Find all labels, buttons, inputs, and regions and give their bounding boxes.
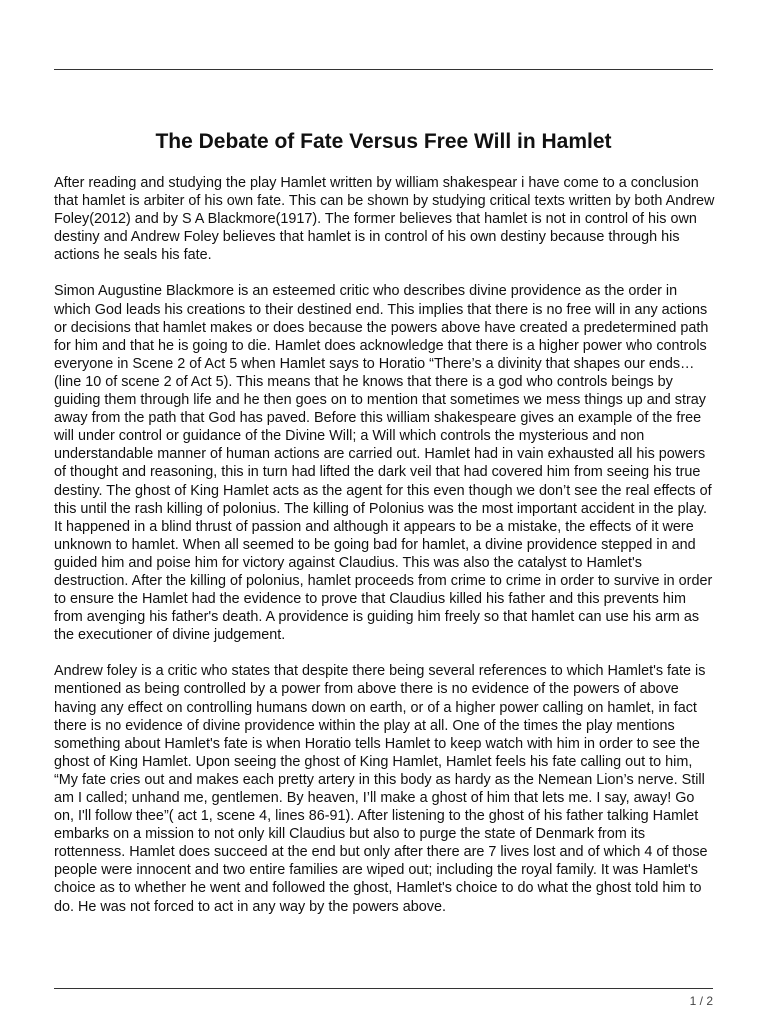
header-divider (54, 69, 713, 70)
paragraph-intro: After reading and studying the play Hamlet written by william shakespear i have come to a conclusion that hamlet is arbiter of his own fate. This can be shown by studying critical texts written by both Andrew Foley(2012) and by S A Blackmore(1917). The former believes that hamlet is not in control of his own destiny and Andrew Foley believes that hamlet is in control of his own destiny because through his actions he seals his fate. (54, 175, 715, 264)
document-body (54, 174, 715, 934)
paragraph-foley: Andrew foley is a critic who states that despite there being several references to which Hamlet's fate is mentioned as being controlled by a power from above there is no evidence of the powers of above having any effect on controlling humans down on earth, or of a higher power calling on hamlet, in fact there is no evidence of divine providence within the play at all. One of the times the play mentions something about Hamlet's fate is when Horatio tells Hamlet to keep watch with him in order to see the ghost of King Hamlet. Upon seeing the ghost of King Hamlet, Hamlet feels his fate calling out to him, “My fate cries out and makes each pretty artery in this body as hardy as the Nemean Lion’s nerve. Still am I called; unhand me, gentlemen. By heaven, I’ll make a ghost of him that lets me. I say, away! Go on, I'll follow thee”( act 1, scene 4, lines 86-91). After listening to the ghost of his father talking Hamlet embarks on a mission to not only kill Claudius but also to purge the state of Denmark from its rottenness. Hamlet does succeed at the end but only after there are 7 lives lost and of which 4 of those people were innocent and two entire families are wiped out; including the royal family. It was Hamlet's choice as to whether he went and followed the ghost, Hamlet's choice to do what the ghost told him to do. He was not forced to act in any way by the powers above. (54, 663, 708, 915)
page-number: 1 / 2 (689, 994, 713, 1008)
document-title: The Debate of Fate Versus Free Will in Hamlet (155, 130, 612, 153)
footer-divider (54, 988, 713, 989)
paragraph-blackmore: Simon Augustine Blackmore is an esteemed critic who describes divine providence as the order in which God leads his creations to their destined end. This implies that there is no free will in any actions or decisions that hamlet makes or does because the powers above have created a predetermined path for him and that he is going to die. Hamlet does acknowledge that there is a higher power who controls everyone in Scene 2 of Act 5 when Hamlet says to Horatio “There’s a divinity that shapes our ends…(line 10 of scene 2 of Act 5). This means that he knows that there is a god who controls beings by guiding them through life and he then goes on to mention that sometimes we mess things up and stray away from the path that God has paved. Before this william shakespeare gives an example of the free will under control or guidance of the Divine Will; a Will which controls the mysterious and non understandable manner of human actions are carried out. Hamlet had in vain exhausted all his powers of thought and reasoning, this in turn had lifted the dark veil that had covered him from seeing his true destiny. The ghost of King Hamlet acts as the agent for this even though we don’t see the real effects of this until the rash killing of polonius. The killing of Polonius was the most important accident in the play. It happened in a blind thrust of passion and although it appears to be a mistake, the effects of it were unknown to hamlet. When all seemed to be going bad for hamlet, a divine providence stepped in and guided him and poise him for victory against Claudius. This was also the catalyst to Hamlet's destruction. After the killing of polonius, hamlet proceeds from crime to crime in order to survive in order to ensure the Hamlet had the evidence to prove that Claudius killed his father and this prevents him from avenging his father's death. A providence is guiding him freely so that hamlet can use his arm as the executioner of divine judgement. (54, 283, 713, 644)
